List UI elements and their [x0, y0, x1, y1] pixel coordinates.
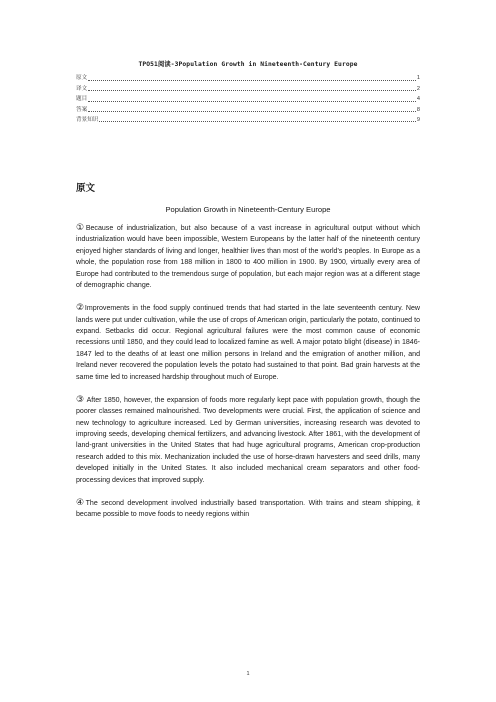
toc-item-page: 4 — [416, 96, 420, 103]
paragraph — [76, 223, 420, 292]
toc-item-page: 9 — [416, 116, 420, 123]
page-number: 1 — [246, 671, 250, 677]
article-title: Population Growth in Nineteenth-Century Europe — [165, 205, 331, 214]
toc-item-original[interactable] — [76, 72, 420, 82]
paragraph — [76, 303, 420, 383]
paragraph-text: Because of industrialization, but also because of a vast increase in agricultural output without which industrialization would have been impossible, Western Europeans by the latter half of the nineteenth century enjoyed higher standards of living and longer, healthier lives than most of the world's peoples. In Europe as a whole, the population rose from 188 million in 1800 to 400 million in 1900. By 1900, virtually every area of Europe had contributed to the tremendous surge of population, but each major region was at a different stage of demographic change. — [76, 225, 420, 290]
table-of-contents — [76, 72, 420, 124]
toc-item-questions[interactable] — [76, 93, 420, 103]
toc-item-label: 译文 — [76, 85, 88, 92]
paragraph-text: After 1850, however, the expansion of foods more regularly kept pace with population growth, though the poorer classes remained malnourished. Two developments were crucial. First, the application of science and new technology to agriculture increased. Led by German universities, increasing research was devoted to improving seeds, developing chemical fertilizers, and advancing livestock. After 1861, with the development of land-grant universities in the United States that had huge agricultural programs, American crop-production research added to this mix. Mechanization included the use of horse-drawn harvesters and seed drills, many developed initially in the United States. It also included mechanical cream separators and other food-processing devices that improved supply. — [76, 396, 420, 484]
document-title: TPO51阅读-3Population Growth in Nineteenth-Century Europe — [138, 61, 358, 68]
toc-leader-dots — [88, 80, 416, 81]
toc-item-translation[interactable] — [76, 82, 420, 92]
toc-item-label: 背景知识 — [76, 116, 99, 123]
paragraph-number: ④ — [76, 497, 86, 508]
section-heading: 原文 — [76, 183, 96, 194]
toc-leader-dots — [88, 111, 416, 112]
toc-item-label: 原文 — [76, 75, 88, 82]
toc-item-label: 题目 — [76, 96, 88, 103]
toc-leader-dots — [88, 90, 416, 91]
paragraph-text: Improvements in the food supply continued trends that had started in the late seventeenth century. New lands were put under cultivation, while the use of crops of American origin, particularly the potato, continued to expand. Setbacks did occur. Regional agricultural failures were the most common cause of economic recessions until 1850, and they could lead to localized famine as well. A major potato blight (disease) in 1846-1847 led to the deaths of at least one million persons in Ireland and the emigration of another million, and Ireland never recovered the population levels the potato had sustained to that point. Bad grain harvests at the same time led to increased hardship throughout much of Europe. — [76, 305, 420, 381]
toc-leader-dots — [88, 101, 416, 102]
paragraph — [76, 498, 420, 521]
paragraph-number: ① — [76, 223, 86, 233]
toc-item-page: 2 — [416, 85, 420, 92]
toc-item-page: 1 — [416, 75, 420, 82]
toc-item-page: 8 — [416, 106, 420, 113]
toc-item-answers[interactable] — [76, 103, 420, 113]
toc-leader-dots — [99, 121, 415, 122]
paragraph-number: ③ — [76, 394, 85, 405]
article-body — [76, 223, 420, 532]
toc-item-background[interactable] — [76, 114, 420, 124]
paragraph-number: ② — [76, 303, 85, 314]
paragraph-text: The second development involved industrially based transportation. With trains and steam shipping, it became possible to move foods to needy regions within — [76, 499, 420, 519]
toc-item-label: 答案 — [76, 106, 88, 113]
paragraph — [76, 395, 420, 487]
